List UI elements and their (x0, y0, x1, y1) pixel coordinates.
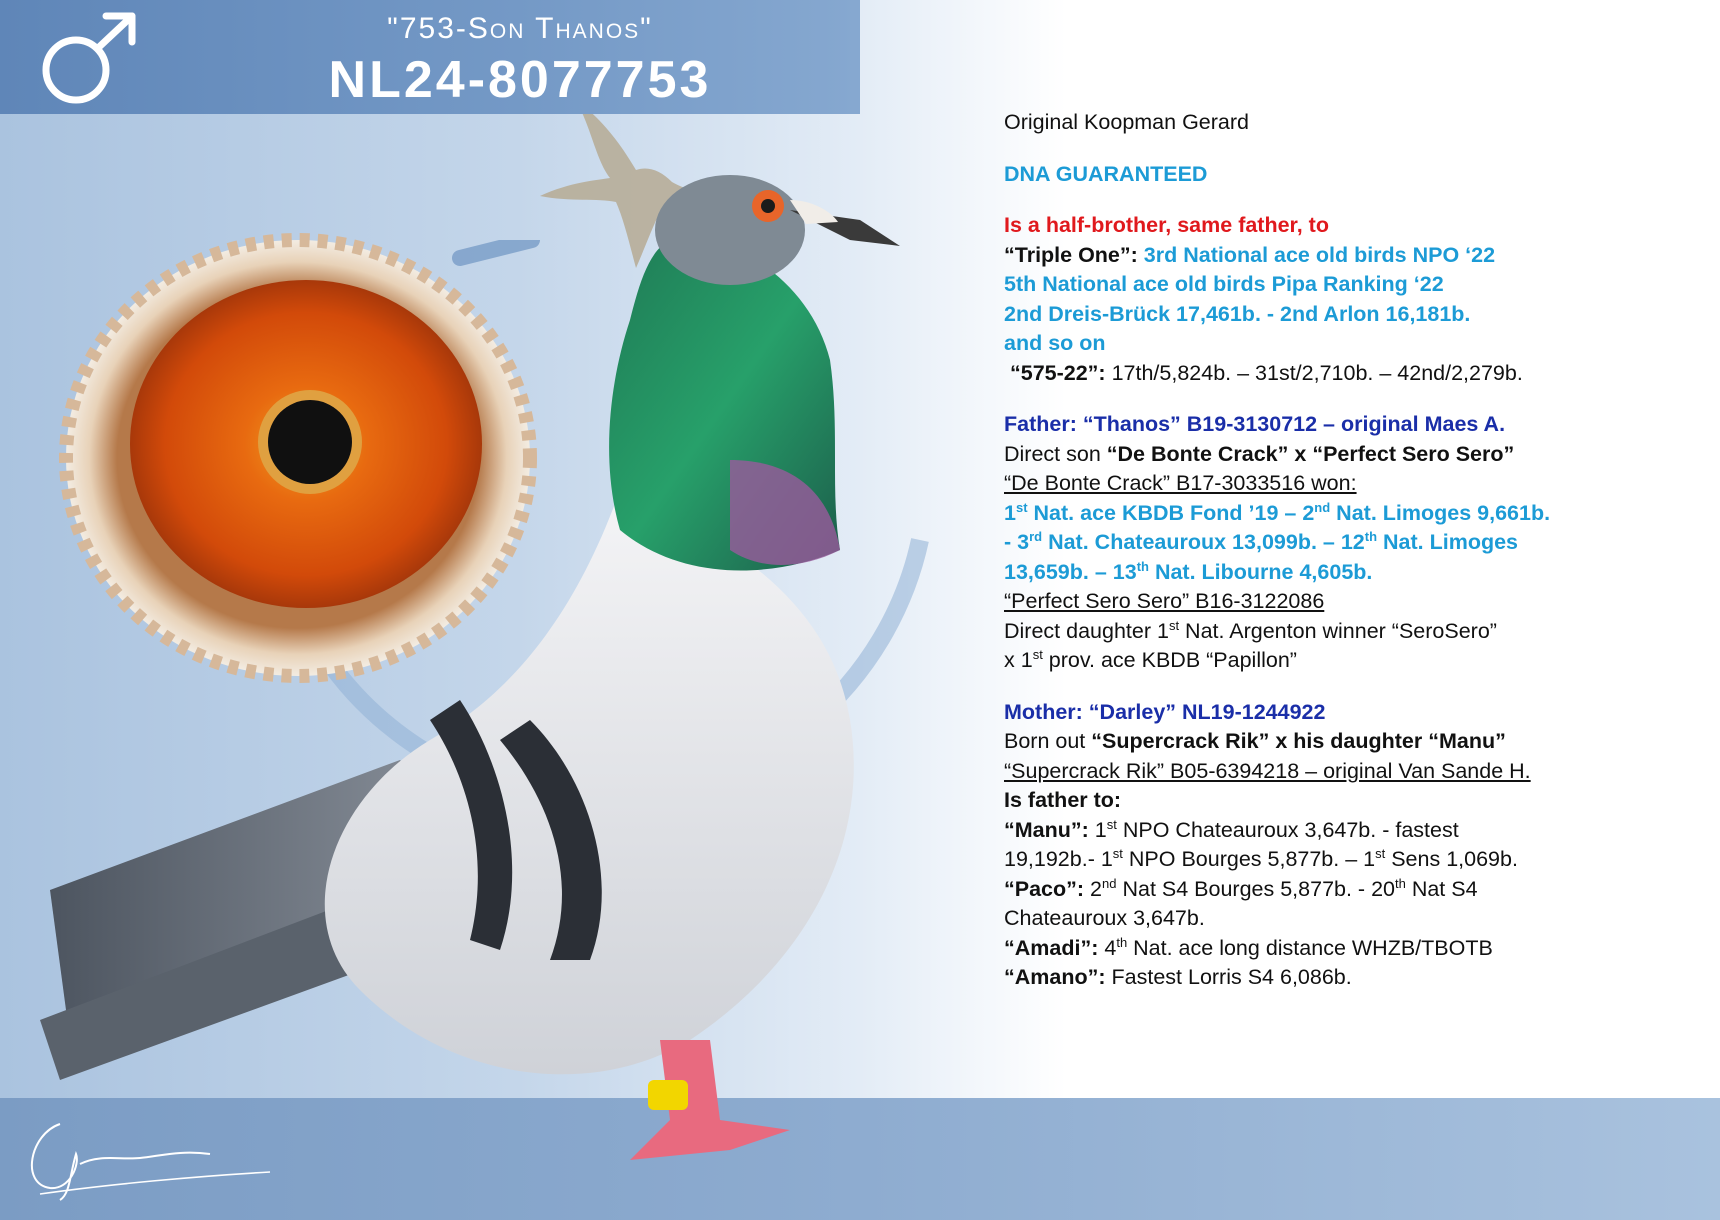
triple-one-result-2: 5th National ace old birds Pipa Ranking ‘22 (1004, 272, 1444, 296)
text-fragment: Nat. Argenton winner “SeroSero” (1185, 618, 1497, 643)
text-fragment: “Manu” (1428, 729, 1506, 753)
mother-sire-line: “Supercrack Rik” B05-6394218 – original Van Sande H. (1004, 758, 1531, 783)
amadi-line (1004, 934, 1704, 964)
half-brother-intro: Is a half-brother, same father, to (1004, 213, 1329, 237)
text-fragment: st (1032, 647, 1043, 662)
father-sire-won-3 (1004, 558, 1704, 588)
father-sire-won-2 (1004, 528, 1704, 558)
text-fragment: Fastest Lorris S4 6,086b. (1111, 965, 1352, 989)
text-fragment: 1 (1094, 817, 1107, 842)
text-fragment: “Amano”: (1004, 965, 1106, 989)
text-fragment: - 3 (1004, 530, 1030, 554)
text-fragment: x 1 (1004, 648, 1033, 672)
male-symbol-icon (36, 8, 142, 108)
text-fragment: Nat. ace KBDB Fond ’19 – 2 (1033, 500, 1315, 525)
text-fragment: Nat. Libourne 4,605b. (1154, 559, 1373, 584)
father-dam-line: “Perfect Sero Sero” B16-3122086 (1004, 589, 1325, 613)
text-fragment: prov. ace KBDB “Papillon” (1048, 648, 1297, 672)
father-sire: “De Bonte Crack” (1106, 441, 1289, 466)
manu-line-1 (1004, 816, 1704, 846)
text-fragment: st (1168, 617, 1180, 633)
text-fragment: Sens 1,069b. (1391, 847, 1518, 871)
text-fragment: “Supercrack Rik” (1091, 729, 1270, 753)
triple-one-line (1004, 241, 1704, 271)
amano-line (1004, 963, 1704, 993)
triple-one-result-4: and so on (1004, 331, 1106, 355)
pedigree-text (1004, 108, 1704, 993)
text-fragment: st (1106, 816, 1117, 832)
text-fragment: 2 (1090, 876, 1103, 901)
sibling-name: “575-22”: (1009, 360, 1106, 385)
text-fragment: th (1116, 934, 1128, 950)
text-fragment: “Manu”: (1004, 817, 1089, 842)
manu-line-2 (1004, 845, 1704, 875)
text-fragment: Nat. Chateauroux 13,099b. – 12 (1048, 530, 1365, 554)
text-fragment: Nat S4 (1411, 876, 1478, 901)
father-parents-line (1004, 440, 1704, 470)
text-fragment: rd (1029, 529, 1043, 544)
text-fragment: 4 (1104, 935, 1117, 960)
text-fragment: NPO Bourges 5,877b. – 1 (1128, 847, 1376, 871)
text-fragment: nd (1102, 875, 1117, 891)
text-fragment: Nat. Limoges (1383, 530, 1519, 554)
ring-number: NL24-8077753 (328, 51, 712, 109)
text-fragment: Nat S4 Bourges 5,877b. - 20 (1122, 876, 1395, 901)
text-fragment: st (1015, 499, 1028, 515)
text-fragment: Born out (1004, 729, 1086, 753)
text-fragment: “Paco”: (1004, 876, 1085, 901)
text-fragment: Direct daughter 1 (1004, 618, 1169, 643)
father-to-heading: Is father to: (1004, 788, 1122, 812)
text-fragment: NPO Chateauroux 3,647b. - fastest (1122, 817, 1459, 842)
text-fragment: th (1136, 558, 1149, 574)
text-fragment: 1 (1004, 500, 1016, 525)
pigeon-nickname: "753-Son Thanos" (387, 12, 653, 45)
father-heading: Father: “Thanos” B19-3130712 – original Maes A. (1004, 412, 1506, 436)
sibling-575-line (1004, 359, 1704, 389)
dna-guarantee: DNA GUARANTEED (1004, 161, 1208, 186)
text-fragment: Nat. ace long distance WHZB/TBOTB (1133, 935, 1493, 960)
mother-heading: Mother: “Darley” NL19-1244922 (1004, 699, 1326, 724)
text-fragment: th (1394, 875, 1406, 891)
triple-one-result-1: 3rd National ace old birds NPO ‘22 (1143, 242, 1496, 267)
text-fragment: 13,659b. – 13 (1004, 559, 1137, 584)
father-sire-line: “De Bonte Crack” B17-3033516 won: (1004, 471, 1357, 495)
text-fragment: st (1112, 846, 1123, 861)
father-dam-desc-1 (1004, 617, 1704, 647)
triple-one-name: “Triple One”: (1004, 242, 1138, 267)
text-fragment: 19,192b.- 1 (1004, 847, 1113, 871)
text-fragment: x his daughter (1275, 729, 1423, 753)
father-dam: “Perfect Sero Sero” (1312, 441, 1515, 466)
mother-born-line (1004, 727, 1704, 757)
father-sire-won-1 (1004, 499, 1704, 529)
pigeon-eye-closeup (48, 230, 548, 690)
origin-line: Original Koopman Gerard (1004, 110, 1249, 134)
signature (20, 1114, 280, 1204)
paco-line-1 (1004, 875, 1704, 905)
header-banner (0, 0, 860, 114)
text-fragment: nd (1314, 499, 1331, 515)
father-x: x (1294, 441, 1307, 466)
triple-one-result-3: 2nd Dreis-Brück 17,461b. - 2nd Arlon 16,181b. (1004, 301, 1471, 326)
text-fragment: “Amadi”: (1004, 935, 1099, 960)
paco-line-2: Chateauroux 3,647b. (1004, 906, 1205, 930)
sibling-results: 17th/5,824b. – 31st/2,710b. – 42nd/2,279b. (1111, 360, 1523, 385)
text-fragment: Nat. Limoges 9,661b. (1336, 500, 1551, 525)
text-fragment: th (1364, 529, 1378, 544)
father-direct-son-prefix: Direct son (1004, 441, 1101, 466)
father-dam-desc-2 (1004, 646, 1704, 676)
text-fragment: st (1375, 846, 1386, 861)
